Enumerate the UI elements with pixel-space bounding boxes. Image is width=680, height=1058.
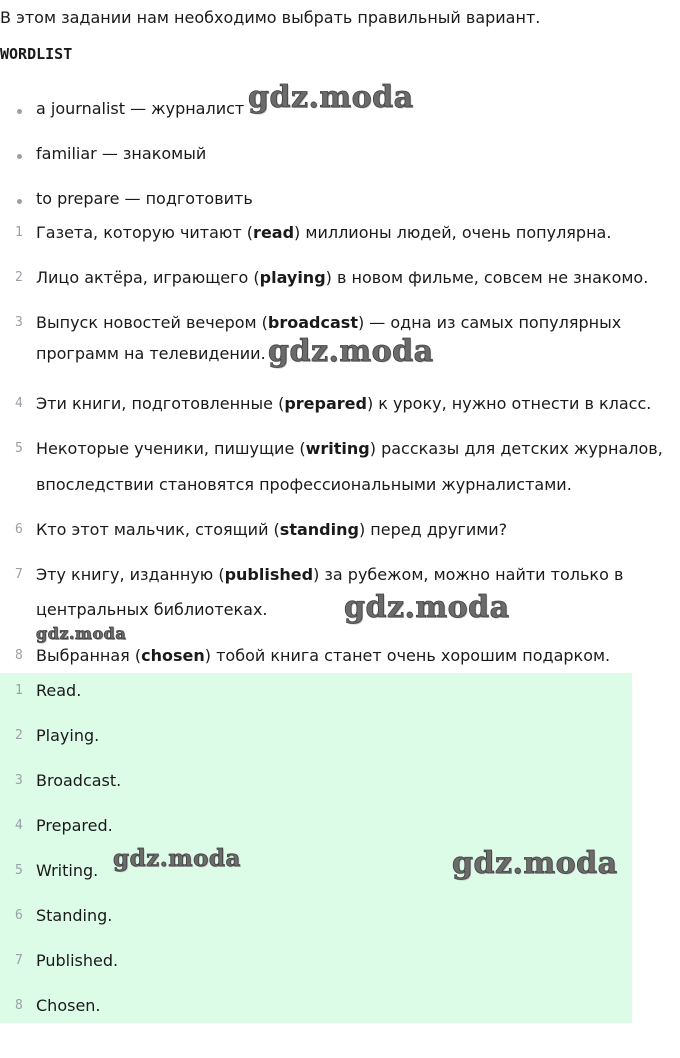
sentence-number: 1 <box>15 225 23 240</box>
bullet-dot <box>17 109 22 114</box>
sentence-number: 4 <box>15 396 23 411</box>
wordlist-item: to prepare — подготовить <box>36 189 253 208</box>
sentence-text: программ на телевидении. <box>36 344 266 363</box>
sentence-number: 3 <box>15 315 23 330</box>
sentence-text: Эти книги, подготовленные ( <box>36 394 285 413</box>
sentence-text: Некоторые ученики, пишущие ( <box>36 439 306 458</box>
answer-word: playing <box>259 268 326 287</box>
answer-text: Prepared. <box>36 816 113 835</box>
wordlist-title: WORDLIST <box>0 45 73 63</box>
watermark: gdz.moda <box>344 590 510 625</box>
answer-word: standing <box>279 520 359 539</box>
answer-number: 1 <box>15 683 23 698</box>
answer-number: 2 <box>15 728 23 743</box>
sentence-text: Выпуск новостей вечером ( <box>36 313 268 332</box>
answer-word: prepared <box>284 394 367 413</box>
answer-number: 4 <box>15 818 23 833</box>
watermark: gdz.moda <box>113 845 241 872</box>
sentence-text: ) рассказы для детских журналов, <box>369 439 663 458</box>
sentence-line <box>36 394 651 414</box>
watermark: gdz.moda <box>36 624 127 643</box>
sentence-number: 8 <box>15 648 23 663</box>
answer-text: Read. <box>36 681 82 700</box>
sentence-line <box>36 520 507 540</box>
answer-text: Published. <box>36 951 119 970</box>
watermark: gdz.moda <box>268 334 434 369</box>
bullet-dot <box>17 154 22 159</box>
answer-number: 8 <box>15 998 23 1013</box>
sentence-text: ) тобой книга станет очень хорошим подарком. <box>204 646 611 665</box>
sentence-line <box>36 565 623 585</box>
sentence-text: Лицо актёра, играющего ( <box>36 268 260 287</box>
sentence-text: ) за рубежом, можно найти только в <box>313 565 624 584</box>
watermark: gdz.moda <box>248 80 414 115</box>
answer-text: Broadcast. <box>36 771 122 790</box>
sentence-text: ) перед другими? <box>358 520 508 539</box>
wordlist-item: familiar — знакомый <box>36 144 207 163</box>
sentence-line <box>36 268 648 288</box>
sentence-line <box>36 646 610 666</box>
answer-number: 5 <box>15 863 23 878</box>
sentence-number: 7 <box>15 567 23 582</box>
answer-number: 6 <box>15 908 23 923</box>
sentence-text: ) — одна из самых популярных <box>357 313 622 332</box>
answer-word: published <box>224 565 314 584</box>
bullet-dot <box>17 199 22 204</box>
answer-number: 3 <box>15 773 23 788</box>
sentence-line <box>36 344 266 364</box>
sentence-line <box>36 313 621 333</box>
sentence-text: Выбранная ( <box>36 646 142 665</box>
answer-word: chosen <box>141 646 205 665</box>
answer-text: Writing. <box>36 861 99 880</box>
sentence-number: 6 <box>15 522 23 537</box>
sentence-text: ) миллионы людей, очень популярна. <box>294 223 612 242</box>
answer-word: read <box>253 223 295 242</box>
sentence-line <box>36 223 611 243</box>
sentence-text: Эту книгу, изданную ( <box>36 565 225 584</box>
sentence-text: ) к уроку, нужно отнести в класс. <box>366 394 652 413</box>
answer-text: Playing. <box>36 726 100 745</box>
wordlist-item: a journalist — журналист <box>36 99 245 118</box>
sentence-text: центральных библиотеках. <box>36 600 268 619</box>
sentence-text: ) в новом фильме, совсем не знакомо. <box>325 268 649 287</box>
answer-text: Chosen. <box>36 996 101 1015</box>
sentence-text: Газета, которую читают ( <box>36 223 254 242</box>
sentence-line <box>36 439 663 459</box>
intro-text: В этом задании нам необходимо выбрать правильный вариант. <box>0 8 541 27</box>
answer-number: 7 <box>15 953 23 968</box>
watermark: gdz.moda <box>452 846 618 881</box>
sentence-line <box>36 475 572 495</box>
answer-word: writing <box>305 439 370 458</box>
sentence-number: 5 <box>15 441 23 456</box>
sentence-text: Кто этот мальчик, стоящий ( <box>36 520 280 539</box>
sentence-text: впоследствии становятся профессиональными журналистами. <box>36 475 572 494</box>
sentence-line <box>36 600 268 620</box>
sentence-number: 2 <box>15 270 23 285</box>
answer-word: broadcast <box>267 313 358 332</box>
answer-text: Standing. <box>36 906 113 925</box>
